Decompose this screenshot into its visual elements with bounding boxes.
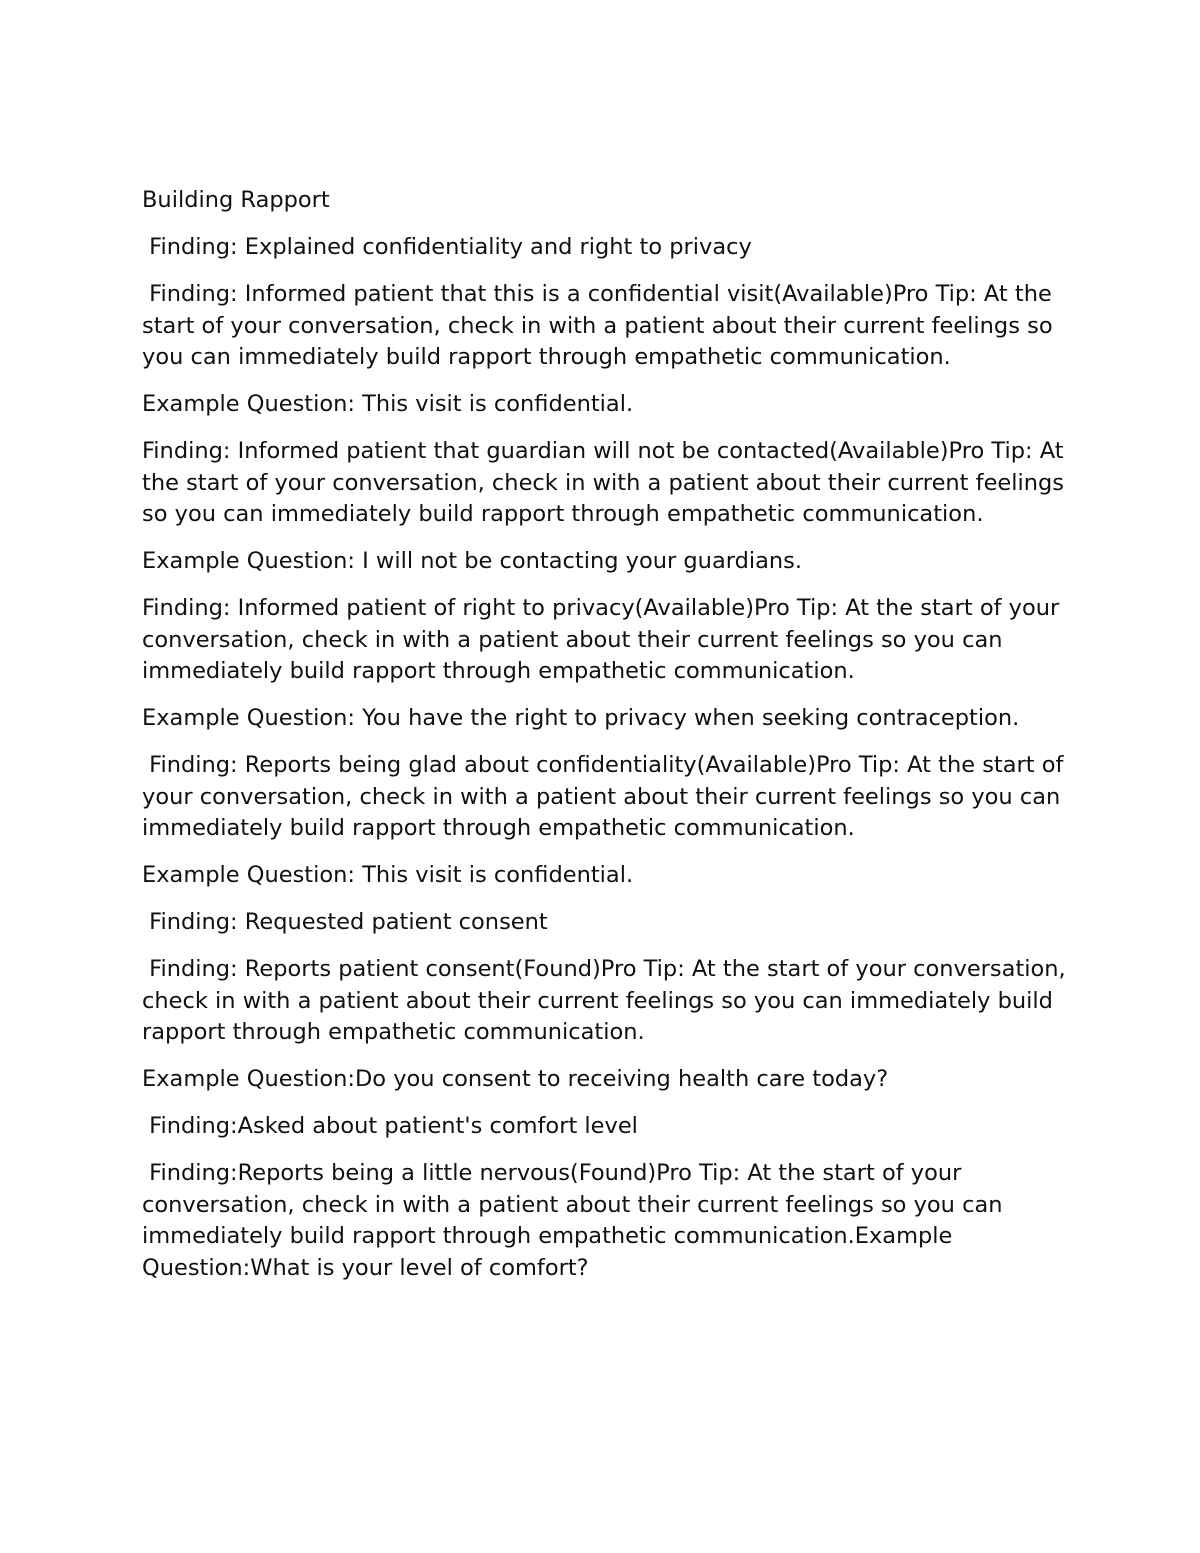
document-page (142, 185, 1072, 1300)
paragraph: Finding: Reports patient consent(Found)Pro Tip: At the start of your conversation, check in with a patient about their current feelings so you can immediately build rapport through empathetic communication. (142, 956, 1073, 1045)
paragraph: Example Question: I will not be contacting your guardians. (142, 548, 803, 574)
paragraph: Finding:Asked about patient's comfort level (142, 1113, 638, 1139)
paragraph: Finding: Informed patient that guardian will not be contacted(Available)Pro Tip: At the start of your conversation, check in with a patient about their current feelings so you can immediately build rapport through empathetic communication. (142, 438, 1072, 527)
paragraph: Finding: Explained confidentiality and right to privacy (142, 234, 752, 260)
paragraph: Example Question: You have the right to privacy when seeking contraception. (142, 705, 1020, 731)
paragraph: Finding: Reports being glad about confidentiality(Available)Pro Tip: At the start of your conversation, check in with a patient about their current feelings so you can immediately build rapport through empathetic communication. (142, 752, 1071, 841)
paragraph: Finding: Informed patient that this is a confidential visit(Available)Pro Tip: At the start of your conversation, check in with a patient about their current feelings so you can immediately build rapport through empathetic communication. (142, 281, 1060, 370)
document-title: Building Rapport (142, 187, 330, 213)
paragraph: Finding: Informed patient of right to privacy(Available)Pro Tip: At the start of your conversation, check in with a patient about their current feelings so you can immediately build rapport through empathetic communication. (142, 595, 1067, 684)
paragraph: Example Question:Do you consent to receiving health care today? (142, 1066, 889, 1092)
paragraph: Example Question: This visit is confidential. (142, 391, 634, 417)
paragraph: Finding: Requested patient consent (142, 909, 548, 935)
paragraph: Finding:Reports being a little nervous(Found)Pro Tip: At the start of your conversation, check in with a patient about their current feelings so you can immediately build rapport through empathetic communication.Example Question:What is your level of comfort? (142, 1160, 1010, 1281)
paragraph: Example Question: This visit is confidential. (142, 862, 634, 888)
